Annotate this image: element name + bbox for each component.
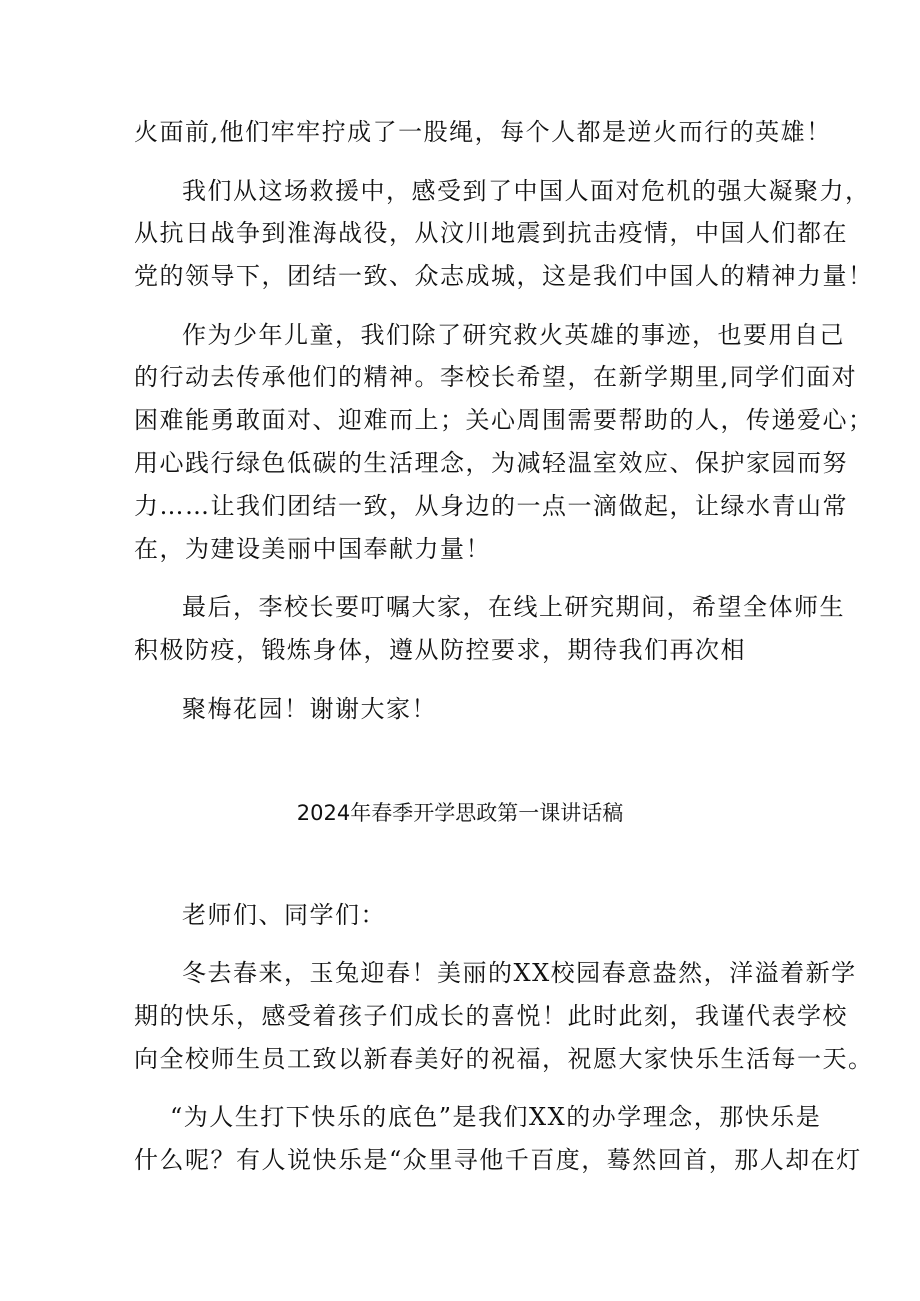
text-line: 用心践行绿色低碳的生活理念，为减轻温室效应、保护家园而努 bbox=[134, 449, 848, 477]
text-line: 困难能勇敢面对、迎难而上；关心周围需要帮助的人，传递爱心； bbox=[134, 406, 874, 434]
text-line: 聚梅花园！谢谢大家！ bbox=[182, 695, 437, 723]
text-line: “为人生打下快乐的底色”是我们XX的办学理念，那快乐是 bbox=[170, 1103, 822, 1131]
text-line: 作为少年儿童，我们除了研究救火英雄的事迹，也要用自己 bbox=[182, 321, 845, 349]
speech-title: 2024年春季开学思政第一课讲话稿 bbox=[296, 801, 624, 825]
text-line: 的行动去传承他们的精神。李校长希望，在新学期里,同学们面对 bbox=[134, 363, 858, 391]
text-line: 冬去春来，玉兔迎春！美丽的XX校园春意盎然，洋溢着新学 bbox=[182, 959, 857, 987]
text-line: 最后，李校长要叮嘱大家，在线上研究期间，希望全体师生 bbox=[182, 593, 845, 621]
text-line: 积极防疫，锻炼身体，遵从防控要求，期待我们再次相 bbox=[134, 636, 746, 664]
text-line: 向全校师生员工致以新春美好的祝福，祝愿大家快乐生活每一天。 bbox=[134, 1045, 874, 1073]
text-line: 党的领导下，团结一致、众志成城，这是我们中国人的精神力量！ bbox=[134, 262, 874, 290]
text-line: 我们从这场救援中，感受到了中国人面对危机的强大凝聚力， bbox=[182, 177, 871, 205]
text-line: 火面前,他们牢牢拧成了一股绳，每个人都是逆火而行的英雄！ bbox=[134, 118, 832, 146]
text-line: 力……让我们团结一致，从身边的一点一滴做起，让绿水青山常 bbox=[134, 492, 848, 520]
text-line: 从抗日战争到淮海战役，从汶川地震到抗击疫情，中国人们都在 bbox=[134, 219, 848, 247]
text-line: 什么呢？有人说快乐是“众里寻他千百度，蓦然回首，那人却在灯 bbox=[134, 1146, 862, 1174]
text-line: 期的快乐，感受着孩子们成长的喜悦！此时此刻，我谨代表学校 bbox=[134, 1002, 848, 1030]
salutation: 老师们、同学们： bbox=[182, 901, 386, 929]
text-line: 在，为建设美丽中国奉献力量！ bbox=[134, 535, 491, 563]
